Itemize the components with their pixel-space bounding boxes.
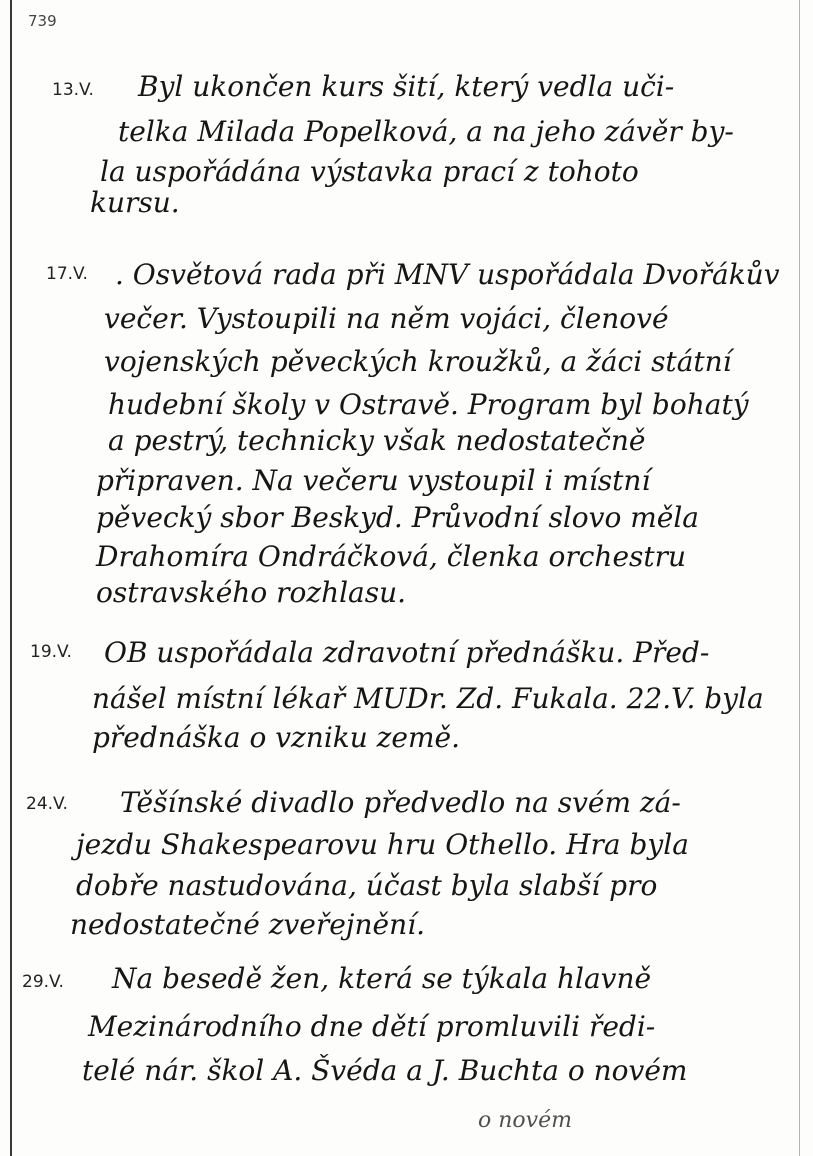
entry-line: a pestrý, technicky však nedostatečně — [108, 424, 646, 457]
page-number: 739 — [28, 12, 57, 30]
entry-line: Byl ukončen kurs šití, který vedla uči- — [138, 70, 675, 103]
entry-line: večer. Vystoupili na něm vojáci, členové — [104, 302, 669, 335]
entry-line: jezdu Shakespearovu hru Othello. Hra byla — [76, 828, 689, 861]
entry-line: kursu. — [90, 186, 180, 219]
entry-date: 13.V. — [52, 80, 94, 100]
entry-line: vojenských pěveckých kroužků, a žáci státní — [104, 345, 732, 378]
entry-line: . Osvětová rada při MNV uspořádala Dvořákův — [115, 258, 780, 291]
entry-line: Drahomíra Ondráčková, členka orchestru — [96, 540, 687, 573]
entry-line: nášel místní lékař MUDr. Zd. Fukala. 22.V. byla — [92, 682, 764, 715]
entry-date: 29.V. — [22, 972, 64, 992]
entry-line: telé nár. škol A. Švéda a J. Buchta o novém — [82, 1054, 688, 1087]
entry-line: přednáška o vzniku země. — [92, 721, 461, 754]
entry-line: OB uspořádala zdravotní přednášku. Před- — [104, 636, 710, 669]
entry-line: Mezinárodního dne dětí promluvili ředi- — [88, 1010, 656, 1043]
entry-line: připraven. Na večeru vystoupil i místní — [96, 464, 651, 497]
entry-line: telka Milada Popelková, a na jeho závěr by- — [118, 115, 734, 148]
entry-line: hudební školy v Ostravě. Program byl bohatý — [108, 388, 749, 421]
entry-line: nedostatečné zveřejnění. — [70, 908, 425, 941]
entry-line: Těšínské divadlo předvedlo na svém zá- — [120, 786, 681, 819]
entry-line-repeated: o novém — [478, 1108, 572, 1133]
entry-line: dobře nastudována, účast byla slabší pro — [76, 869, 658, 902]
entry-line: Na besedě žen, která se týkala hlavně — [112, 962, 652, 995]
entry-date: 19.V. — [30, 642, 72, 662]
entry-line: pěvecký sbor Beskyd. Průvodní slovo měla — [96, 501, 699, 534]
entry-date: 17.V. — [46, 264, 88, 284]
right-edge-line — [799, 0, 800, 1156]
entry-line: ostravského rozhlasu. — [96, 576, 407, 609]
entry-date: 24.V. — [26, 794, 68, 814]
entry-line: la uspořádána výstavka prací z tohoto — [100, 155, 639, 188]
left-margin-line — [10, 0, 12, 1156]
